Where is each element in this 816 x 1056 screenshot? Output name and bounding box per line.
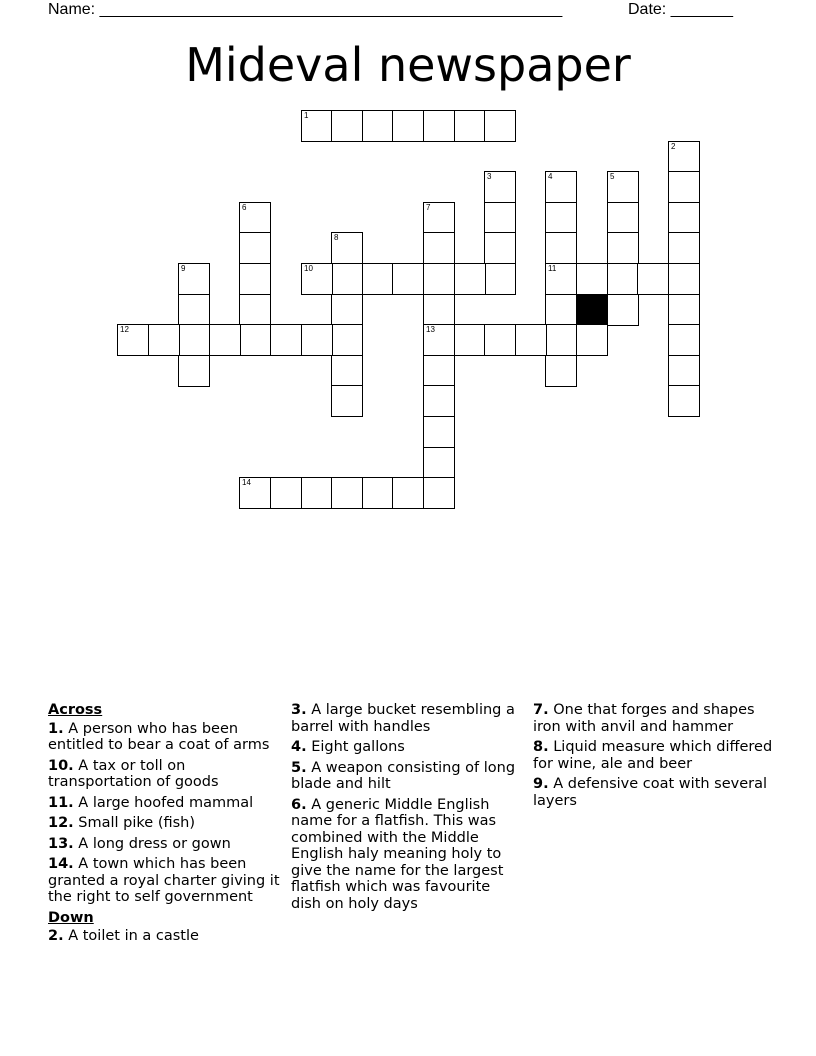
crossword-cell[interactable] — [239, 232, 271, 264]
crossword-cell[interactable] — [423, 263, 455, 295]
clue-text: A defensive coat with several layers — [533, 776, 768, 809]
crossword-cell[interactable] — [331, 294, 363, 326]
crossword-cell[interactable] — [423, 447, 455, 479]
crossword-cell[interactable] — [178, 263, 210, 295]
crossword-cell[interactable] — [239, 477, 271, 509]
crossword-cell[interactable] — [301, 263, 333, 295]
cell-number: 10 — [304, 264, 313, 273]
clue-text: Eight gallons — [311, 739, 405, 755]
crossword-cell[interactable] — [392, 263, 424, 295]
clue-number: 8. — [533, 739, 549, 755]
clue-number: 13. — [48, 835, 74, 852]
crossword-cell[interactable] — [392, 110, 424, 142]
across-heading: Across — [48, 702, 103, 718]
clues-column-2 — [291, 702, 519, 916]
clue-across-13 — [48, 836, 284, 853]
down-heading: Down — [48, 909, 94, 926]
clue-text: A weapon consisting of long blade and hilt — [291, 759, 516, 792]
clue-across-1 — [48, 721, 284, 754]
date-field[interactable]: Date: _______ — [628, 1, 733, 18]
cell-number: 4 — [548, 172, 553, 181]
clue-across-11 — [48, 795, 284, 812]
clue-number: 6. — [291, 796, 307, 813]
crossword-cell[interactable] — [301, 324, 333, 356]
clue-text: Small pike (fish) — [78, 815, 196, 831]
cell-number: 2 — [671, 142, 676, 151]
clue-down-6 — [291, 797, 519, 913]
crossword-cell[interactable] — [454, 110, 486, 142]
crossword-cell[interactable] — [362, 263, 394, 295]
cell-number: 8 — [334, 233, 339, 242]
crossword-cell[interactable] — [423, 110, 455, 142]
clue-text: A person who has been entitled to bear a coat of arms — [48, 720, 270, 753]
crossword-cell[interactable] — [637, 263, 669, 295]
crossword-cell[interactable] — [484, 232, 516, 264]
crossword-cell[interactable] — [423, 355, 455, 387]
clue-down-5 — [291, 760, 519, 793]
clue-number: 9. — [533, 776, 549, 792]
crossword-cell[interactable] — [545, 171, 577, 203]
cell-number: 1 — [304, 111, 309, 120]
crossword-cell[interactable] — [668, 171, 700, 203]
crossword-cell[interactable] — [239, 294, 271, 326]
cell-number: 3 — [487, 172, 492, 181]
crossword-cell[interactable] — [178, 355, 210, 387]
crossword-cell[interactable] — [668, 263, 700, 295]
crossword-cell[interactable] — [209, 324, 241, 356]
crossword-cell[interactable] — [270, 477, 302, 509]
crossword-cell[interactable] — [607, 263, 639, 295]
crossword-cell[interactable] — [484, 324, 516, 356]
clue-number: 4. — [291, 739, 307, 755]
clue-across-12 — [48, 815, 284, 832]
crossword-cell[interactable] — [668, 385, 700, 417]
crossword-cell[interactable] — [331, 477, 363, 509]
crossword-cell[interactable] — [331, 263, 363, 295]
crossword-cell[interactable] — [331, 355, 363, 387]
clue-across-10 — [48, 758, 284, 791]
crossword-cell[interactable] — [331, 324, 363, 356]
cell-number: 12 — [120, 325, 129, 334]
crossword-cell[interactable] — [545, 263, 577, 295]
crossword-cell[interactable] — [148, 324, 180, 356]
cell-number: 9 — [181, 264, 186, 273]
clue-number: 7. — [533, 702, 549, 718]
crossword-cell[interactable] — [484, 171, 516, 203]
crossword-cell[interactable] — [423, 232, 455, 264]
clue-down-4 — [291, 739, 519, 756]
clue-text: A tax or toll on transportation of goods — [48, 757, 219, 790]
crossword-cell[interactable] — [484, 202, 516, 234]
cell-number: 13 — [426, 325, 435, 334]
clue-across-14 — [48, 856, 284, 906]
crossword-cell[interactable] — [423, 294, 455, 326]
clue-text: A large bucket resembling a barrel with handles — [291, 702, 515, 735]
crossword-cell[interactable] — [545, 324, 577, 356]
crossword-cell[interactable] — [668, 141, 700, 173]
crossword-cell[interactable] — [239, 324, 271, 356]
crossword-cell[interactable] — [607, 294, 639, 326]
crossword-cell[interactable] — [668, 324, 700, 356]
crossword-cell[interactable] — [454, 324, 486, 356]
crossword-cell[interactable] — [668, 355, 700, 387]
clue-text: A generic Middle English name for a flatfish. This was combined with the Middle English haly meaning holy to give the name for the largest flatfish which was favourite dish on holy days — [291, 796, 504, 912]
clue-number: 1. — [48, 720, 64, 737]
crossword-cell[interactable] — [331, 110, 363, 142]
clue-down-2 — [48, 928, 284, 945]
page-title: Mideval newspaper — [185, 38, 631, 92]
cell-number: 5 — [610, 172, 615, 181]
clue-text: A large hoofed mammal — [78, 794, 254, 811]
crossword-cell[interactable] — [454, 263, 486, 295]
crossword-cell[interactable] — [362, 110, 394, 142]
clue-text: One that forges and shapes iron with anvil and hammer — [533, 702, 755, 735]
crossword-cell[interactable] — [545, 202, 577, 234]
clue-number: 12. — [48, 815, 74, 831]
crossword-cell[interactable] — [545, 355, 577, 387]
crossword-cell[interactable] — [607, 232, 639, 264]
cell-number: 11 — [548, 264, 557, 273]
clues-column-3 — [533, 702, 773, 813]
clue-down-9 — [533, 776, 773, 809]
clue-number: 3. — [291, 702, 307, 718]
clue-number: 11. — [48, 794, 74, 811]
crossword-cell[interactable] — [607, 171, 639, 203]
clue-number: 2. — [48, 928, 64, 944]
crossword-cell[interactable] — [331, 385, 363, 417]
clue-down-8 — [533, 739, 773, 772]
crossword-cell[interactable] — [423, 416, 455, 448]
crossword-cell[interactable] — [545, 232, 577, 264]
crossword-cell[interactable] — [239, 202, 271, 234]
crossword-cell[interactable] — [515, 324, 547, 356]
cell-number: 14 — [242, 478, 251, 487]
clue-number: 10. — [48, 757, 74, 774]
crossword-cell[interactable] — [423, 477, 455, 509]
clue-down-3 — [291, 702, 519, 735]
clue-down-7 — [533, 702, 773, 735]
crossword-cell[interactable] — [178, 294, 210, 326]
crossword-cell[interactable] — [668, 294, 700, 326]
crossword-cell[interactable] — [668, 232, 700, 264]
clue-number: 5. — [291, 759, 307, 776]
cell-number: 6 — [242, 203, 247, 212]
cell-number: 7 — [426, 203, 431, 212]
crossword-cell[interactable] — [484, 263, 516, 295]
clues-column-1 — [48, 702, 284, 949]
crossword-cell[interactable] — [331, 232, 363, 264]
clue-text: Liquid measure which differed for wine, ale and beer — [533, 739, 773, 772]
crossword-cell[interactable] — [484, 110, 516, 142]
crossword-cell[interactable] — [270, 324, 302, 356]
clue-text: A town which has been granted a royal charter giving it the right to self government — [48, 856, 280, 905]
clue-number: 14. — [48, 856, 74, 872]
crossword-cell[interactable] — [392, 477, 424, 509]
crossword-cell[interactable] — [239, 263, 271, 295]
crossword-cell[interactable] — [178, 324, 210, 356]
crossword-cell[interactable] — [362, 477, 394, 509]
name-field[interactable]: Name: ____________________________________________________ — [48, 1, 563, 18]
clue-text: A long dress or gown — [78, 835, 231, 852]
crossword-cell[interactable] — [607, 202, 639, 234]
crossword-cell[interactable] — [576, 324, 608, 356]
crossword-cell[interactable] — [301, 477, 333, 509]
crossword-cell[interactable] — [545, 294, 577, 326]
crossword-cell[interactable] — [668, 202, 700, 234]
crossword-cell[interactable] — [117, 324, 149, 356]
crossword-cell[interactable] — [576, 263, 608, 295]
crossword-cell[interactable] — [423, 324, 455, 356]
crossword-cell[interactable] — [423, 385, 455, 417]
crossword-cell[interactable] — [301, 110, 333, 142]
crossword-block — [576, 294, 608, 326]
crossword-cell[interactable] — [423, 202, 455, 234]
clue-text: A toilet in a castle — [68, 928, 199, 944]
